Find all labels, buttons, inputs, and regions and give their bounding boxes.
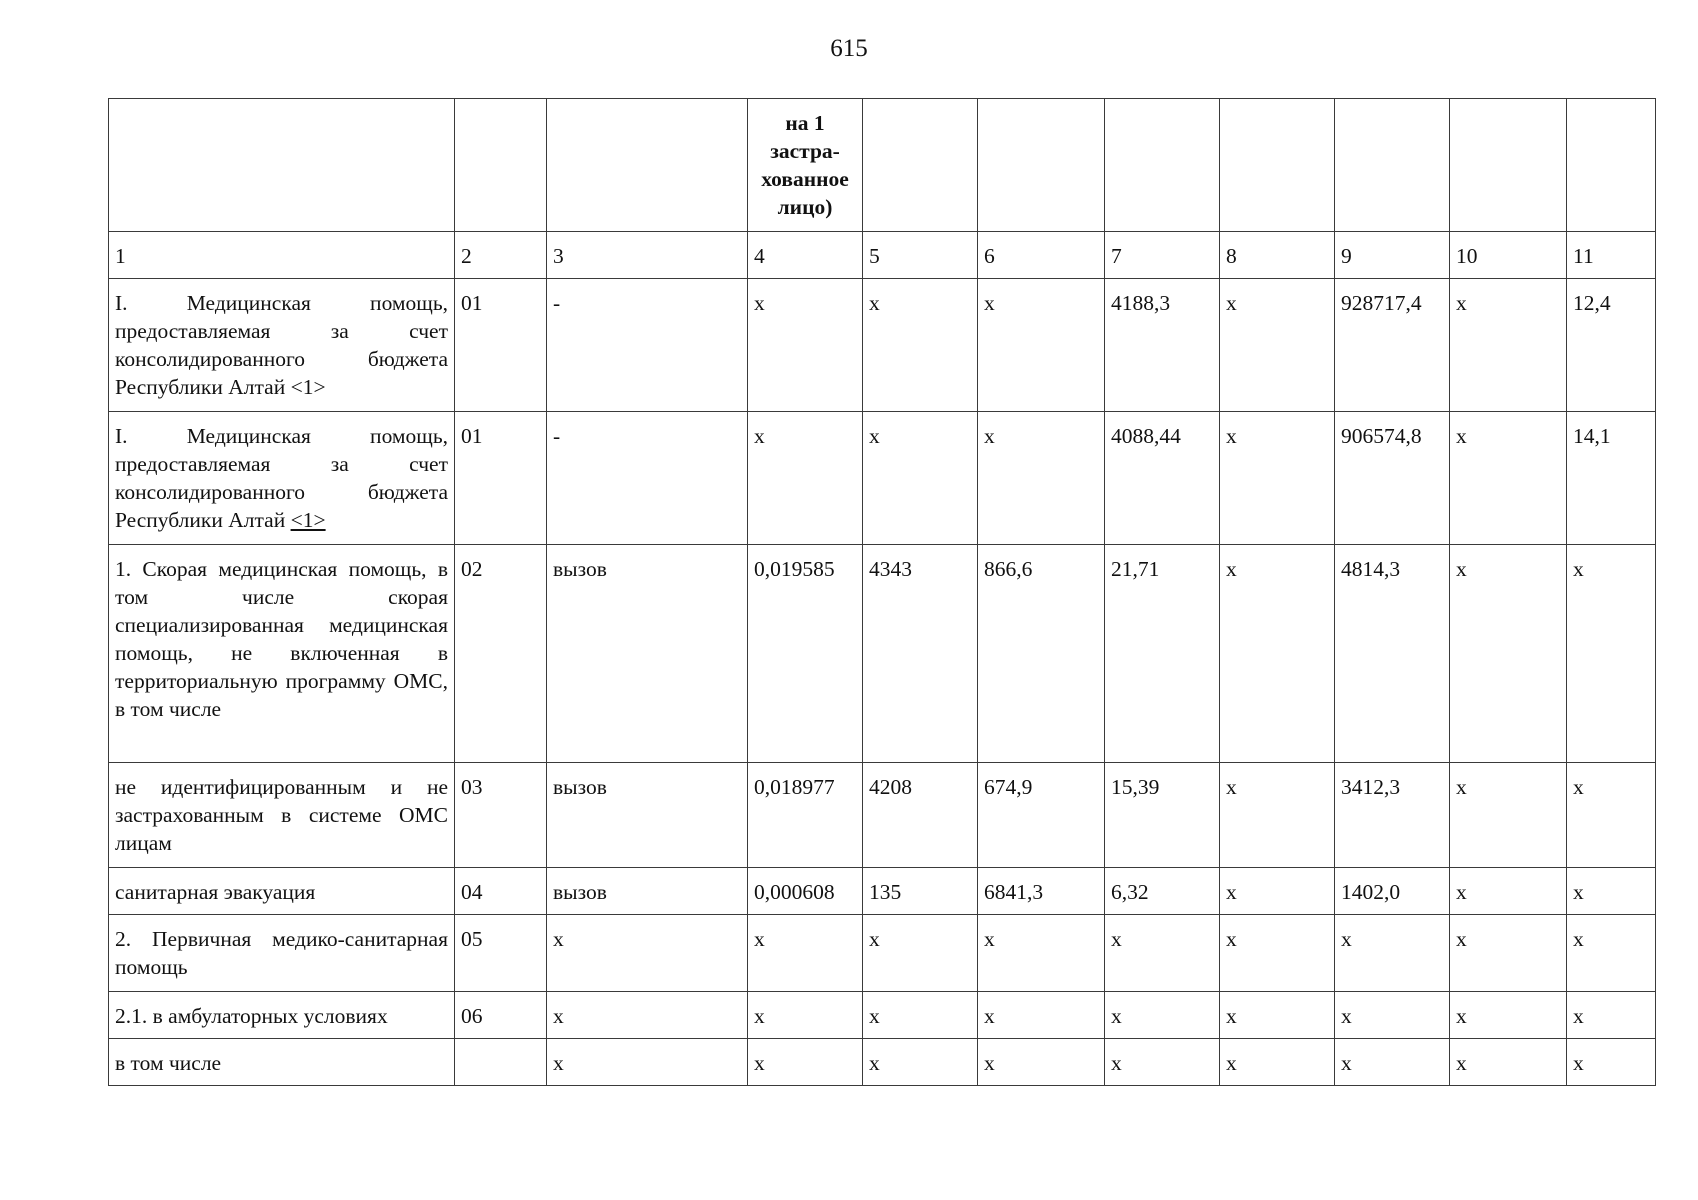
table-cell: x xyxy=(748,1039,863,1086)
table-cell: x xyxy=(547,992,748,1039)
table-cell: вызов xyxy=(547,545,748,763)
row-name: 1. Скорая медицинская помощь, в том числе скорая специализированная медицинская помощь, не включенная в территориальную программу ОМС, в том числе xyxy=(109,545,455,763)
row-name: в том числе xyxy=(109,1039,455,1086)
table-row xyxy=(109,992,1656,1039)
header-cell-5 xyxy=(863,99,978,232)
table-cell: x xyxy=(1567,763,1656,868)
table-cell: 4208 xyxy=(863,763,978,868)
table-cell: x xyxy=(1450,763,1567,868)
column-number: 11 xyxy=(1567,232,1656,279)
header-cell-2 xyxy=(455,99,547,232)
row-name: 2. Первичная медико-санитарная помощь xyxy=(109,915,455,992)
table-cell: x xyxy=(1220,763,1335,868)
table-row xyxy=(109,545,1656,763)
table-cell: x xyxy=(1450,868,1567,915)
table-cell: 15,39 xyxy=(1105,763,1220,868)
header-cell-7 xyxy=(1105,99,1220,232)
column-numbers-row xyxy=(109,232,1656,279)
column-number: 8 xyxy=(1220,232,1335,279)
row-name xyxy=(109,412,455,545)
table-cell: x xyxy=(978,412,1105,545)
header-cell-3 xyxy=(547,99,748,232)
table-cell: 21,71 xyxy=(1105,545,1220,763)
column-number: 9 xyxy=(1335,232,1450,279)
table-row xyxy=(109,868,1656,915)
table-cell: x xyxy=(1450,412,1567,545)
table-cell: 4188,3 xyxy=(1105,279,1220,412)
table-cell: x xyxy=(1567,545,1656,763)
table-cell: вызов xyxy=(547,763,748,868)
row-name-text: I. Медицинская помощь, предоставляемая за счет консолидированного бюджета Республики Алтай xyxy=(115,424,448,532)
table-cell: x xyxy=(1335,915,1450,992)
table-cell: x xyxy=(863,1039,978,1086)
table-cell: 866,6 xyxy=(978,545,1105,763)
table-cell: x xyxy=(1450,915,1567,992)
table-cell: - xyxy=(547,412,748,545)
table-cell: 6,32 xyxy=(1105,868,1220,915)
table-cell: 4343 xyxy=(863,545,978,763)
column-number: 3 xyxy=(547,232,748,279)
column-number: 6 xyxy=(978,232,1105,279)
table-cell: x xyxy=(1567,992,1656,1039)
table-cell: вызов xyxy=(547,868,748,915)
table-cell: x xyxy=(863,915,978,992)
table-cell: 674,9 xyxy=(978,763,1105,868)
table-cell: 4814,3 xyxy=(1335,545,1450,763)
table-cell: 14,1 xyxy=(1567,412,1656,545)
table-cell xyxy=(455,1039,547,1086)
table-cell: 6841,3 xyxy=(978,868,1105,915)
table-cell: x xyxy=(863,279,978,412)
column-number: 1 xyxy=(109,232,455,279)
table-cell: x xyxy=(547,915,748,992)
table-cell: x xyxy=(863,992,978,1039)
table-cell: x xyxy=(1105,1039,1220,1086)
table-cell: 01 xyxy=(455,279,547,412)
table-cell: 01 xyxy=(455,412,547,545)
table-cell: x xyxy=(1220,915,1335,992)
table-cell: x xyxy=(748,915,863,992)
table-cell: x xyxy=(1220,1039,1335,1086)
header-cell-10 xyxy=(1450,99,1567,232)
header-cell-8 xyxy=(1220,99,1335,232)
table-cell: x xyxy=(978,1039,1105,1086)
row-name: не идентифицированным и не застрахованным в системе ОМС лицам xyxy=(109,763,455,868)
table-cell: x xyxy=(748,412,863,545)
table-row xyxy=(109,763,1656,868)
header-cell-9 xyxy=(1335,99,1450,232)
table-cell: 05 xyxy=(455,915,547,992)
page-number: 615 xyxy=(830,35,868,62)
table-cell: 906574,8 xyxy=(1335,412,1450,545)
table-row xyxy=(109,412,1656,545)
table-cell: x xyxy=(1450,279,1567,412)
table-cell: x xyxy=(1567,1039,1656,1086)
table-cell: 1402,0 xyxy=(1335,868,1450,915)
table-cell: x xyxy=(863,412,978,545)
table-cell: 0,019585 xyxy=(748,545,863,763)
table-row xyxy=(109,279,1656,412)
table-cell: x xyxy=(547,1039,748,1086)
table-cell: x xyxy=(1105,992,1220,1039)
table-row xyxy=(109,915,1656,992)
table-cell: x xyxy=(1335,992,1450,1039)
table-cell: x xyxy=(1220,868,1335,915)
table-cell: 135 xyxy=(863,868,978,915)
header-cell-4: на 1 застра-хованное лицо) xyxy=(748,99,863,232)
column-number: 10 xyxy=(1450,232,1567,279)
table-cell: x xyxy=(1567,868,1656,915)
table-cell: 0,000608 xyxy=(748,868,863,915)
table-cell: 02 xyxy=(455,545,547,763)
table-cell: 3412,3 xyxy=(1335,763,1450,868)
table-header-row xyxy=(109,99,1656,232)
table-cell: 928717,4 xyxy=(1335,279,1450,412)
table-cell: - xyxy=(547,279,748,412)
table-cell: 04 xyxy=(455,868,547,915)
table-cell: x xyxy=(1220,545,1335,763)
table-cell: x xyxy=(1220,992,1335,1039)
table-cell: x xyxy=(1105,915,1220,992)
table-cell: x xyxy=(1220,412,1335,545)
header-cell-11 xyxy=(1567,99,1656,232)
table-cell: 06 xyxy=(455,992,547,1039)
column-number: 7 xyxy=(1105,232,1220,279)
table-cell: x xyxy=(1450,545,1567,763)
table-cell: x xyxy=(978,915,1105,992)
table-cell: 0,018977 xyxy=(748,763,863,868)
table-cell: x xyxy=(1450,1039,1567,1086)
table-cell: 12,4 xyxy=(1567,279,1656,412)
footnote-link[interactable]: <1> xyxy=(290,508,326,532)
header-cell-1 xyxy=(109,99,455,232)
table-cell: x xyxy=(748,992,863,1039)
standards-table xyxy=(108,98,1656,1086)
row-name: I. Медицинская помощь, предоставляемая за счет консолидированного бюджета Республики Алтай <1> xyxy=(109,279,455,412)
row-name: санитарная эвакуация xyxy=(109,868,455,915)
column-number: 5 xyxy=(863,232,978,279)
column-number: 4 xyxy=(748,232,863,279)
table-cell: x xyxy=(978,992,1105,1039)
table-cell: x xyxy=(1335,1039,1450,1086)
table-cell: 4088,44 xyxy=(1105,412,1220,545)
table-cell: x xyxy=(978,279,1105,412)
table-cell: x xyxy=(1567,915,1656,992)
table-cell: 03 xyxy=(455,763,547,868)
table-row xyxy=(109,1039,1656,1086)
row-name: 2.1. в амбулаторных условиях xyxy=(109,992,455,1039)
header-cell-6 xyxy=(978,99,1105,232)
column-number: 2 xyxy=(455,232,547,279)
table-cell: x xyxy=(1450,992,1567,1039)
table-cell: x xyxy=(748,279,863,412)
table-cell: x xyxy=(1220,279,1335,412)
